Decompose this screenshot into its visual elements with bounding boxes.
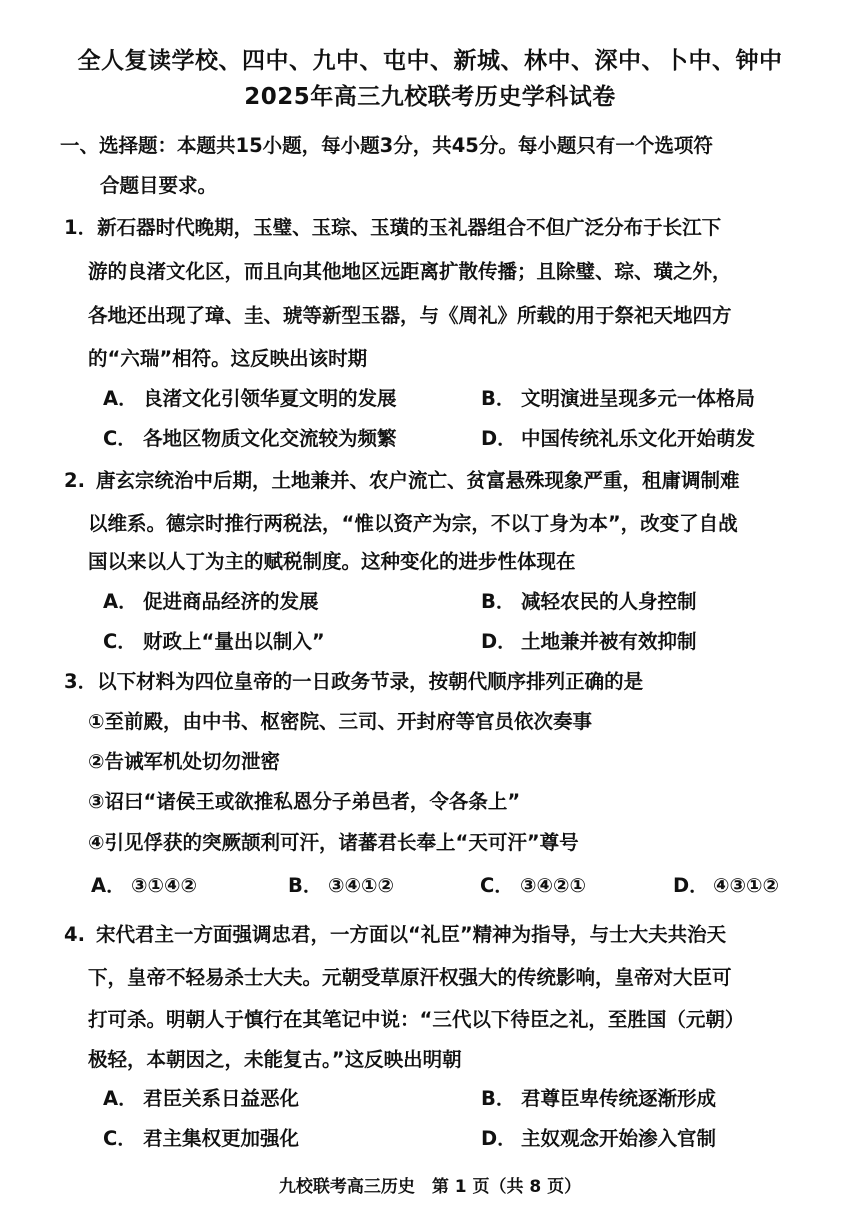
question-4-option-d[interactable]: D． 主奴观念开始渗入官制: [481, 1127, 717, 1150]
section-heading: [60, 126, 820, 206]
question-1-line-2: 游的良渚文化区，而且向其他地区远距离扩散传播；且除璧、琮、璜之外，: [88, 260, 732, 283]
question-1-line-1: [64, 212, 824, 240]
section-heading-line2: 合题目要求。: [100, 174, 218, 197]
question-2-line-3: 国以来以人丁为主的赋税制度。这种变化的进步性体现在: [88, 550, 576, 573]
question-3-option-c[interactable]: C． ③④②①: [480, 874, 587, 897]
question-4-text: 宋代君主一方面强调忠君，一方面以“礼臣”精神为指导，与士大夫共治天: [96, 923, 727, 946]
question-2-option-d[interactable]: D． 土地兼并被有效抑制: [481, 630, 697, 653]
question-3-option-d[interactable]: D． ④③①②: [673, 874, 780, 897]
page-footer: 九校联考高三历史 第 1 页（共 8 页）: [278, 1177, 582, 1197]
question-1-text: 新石器时代晚期，玉璧、玉琮、玉璜的玉礼器组合不但广泛分布于长江下: [97, 216, 722, 239]
question-1-line-3: 各地还出现了璋、圭、琥等新型玉器，与《周礼》所载的用于祭祀天地四方: [88, 304, 732, 327]
question-4-option-a[interactable]: A． 君臣关系日益恶化: [103, 1087, 300, 1110]
question-4-option-b[interactable]: B． 君尊臣卑传统逐渐形成: [481, 1087, 717, 1110]
section-heading-line1: 一、选择题：本题共15小题，每小题3分，共45分。每小题只有一个选项符: [60, 134, 713, 157]
question-3-option-a[interactable]: A． ③①④②: [91, 874, 198, 897]
question-3-line-1: [64, 666, 824, 694]
question-2-option-a[interactable]: A． 促进商品经济的发展: [103, 590, 319, 613]
question-3-material-3: ③诏曰“诸侯王或欲推私恩分子弟邑者，令各条上”: [88, 790, 521, 813]
question-3-number: 3．: [64, 670, 98, 693]
question-4-line-2: 下，皇帝不轻易杀士大夫。元朝受草原汗权强大的传统影响，皇帝对大臣可: [88, 966, 732, 989]
question-4-line-4: 极轻，本朝因之，未能复古。”这反映出明朝: [88, 1048, 462, 1071]
question-3-text: 以下材料为四位皇帝的一日政务节录，按朝代顺序排列正确的是: [97, 670, 644, 693]
question-3-material-4: ④引见俘获的突厥颉利可汗，诸蕃君长奉上“天可汗”尊号: [88, 831, 579, 854]
question-2-line-1: [64, 465, 824, 493]
question-1-line-4: 的“六瑞”相符。这反映出该时期: [88, 347, 368, 370]
question-3-material-1: ①至前殿，由中书、枢密院、三司、开封府等官员依次奏事: [88, 710, 593, 733]
question-2-text: 唐玄宗统治中后期，土地兼并、农户流亡、贫富悬殊现象严重，租庸调制难: [96, 469, 740, 492]
exam-title: 2025年高三九校联考历史学科试卷: [244, 84, 616, 110]
question-3-material-2: ②告诫军机处切勿泄密: [88, 750, 281, 773]
question-2-line-2: 以维系。德宗时推行两税法，“惟以资产为宗，不以丁身为本”，改变了自战: [88, 512, 738, 535]
question-3-option-b[interactable]: B． ③④①②: [288, 874, 395, 897]
question-1-option-c[interactable]: C． 各地区物质文化交流较为频繁: [103, 427, 397, 450]
question-2-option-c[interactable]: C． 财政上“量出以制入”: [103, 630, 325, 653]
question-2-option-b[interactable]: B． 减轻农民的人身控制: [481, 590, 697, 613]
question-4-option-c[interactable]: C． 君主集权更加强化: [103, 1127, 300, 1150]
question-1-option-b[interactable]: B． 文明演进呈现多元一体格局: [481, 387, 756, 410]
question-2-number: 2.: [64, 469, 85, 492]
question-1-option-a[interactable]: A． 良渚文化引领华夏文明的发展: [103, 387, 397, 410]
question-1-number: 1．: [64, 216, 98, 239]
school-list-heading: 全人复读学校、四中、九中、屯中、新城、林中、深中、卜中、钟中: [77, 48, 783, 74]
question-1-option-d[interactable]: D． 中国传统礼乐文化开始萌发: [481, 427, 756, 450]
question-4-line-3: 打可杀。明朝人于慎行在其笔记中说：“三代以下待臣之礼，至胜国（元朝）: [88, 1008, 745, 1031]
question-4-line-1: [64, 919, 824, 947]
question-4-number: 4.: [64, 923, 85, 946]
